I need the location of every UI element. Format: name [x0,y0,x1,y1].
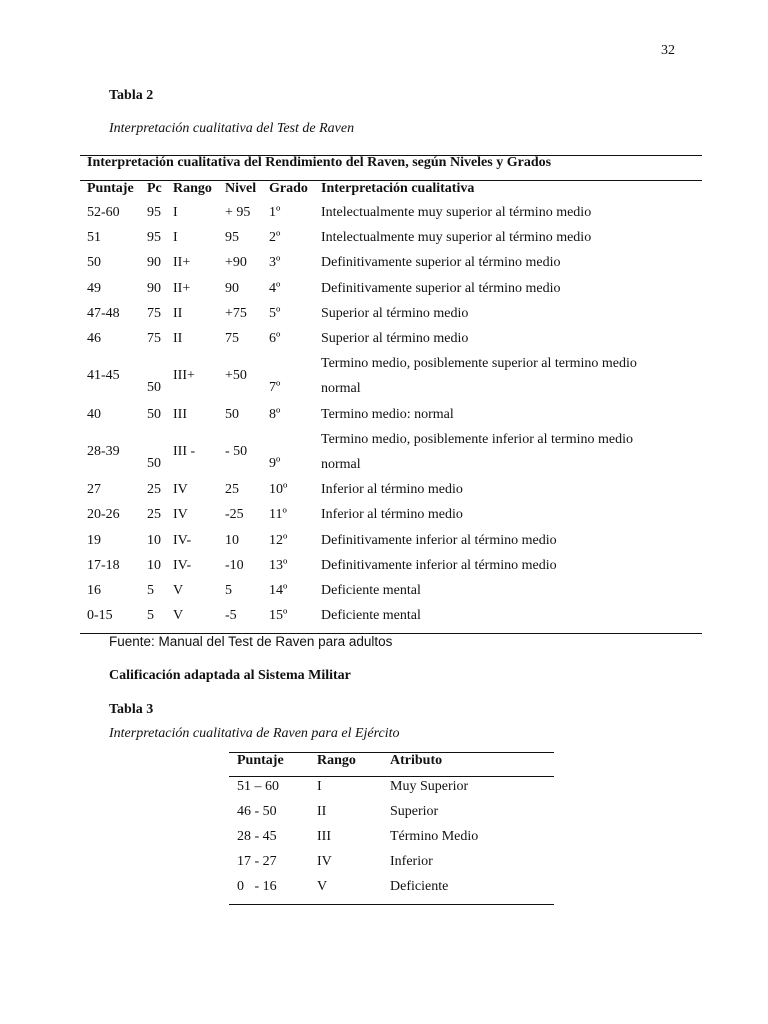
cell-pc: 50 [147,380,161,396]
cell-grado: 8º [269,406,281,422]
cell-rango: I [173,205,178,220]
t3-cell-rango: V [317,879,328,894]
cell-nivel: + 95 [225,205,251,220]
t3-cell-rango: I [317,779,322,794]
cell-puntaje: 28-39 [87,443,120,459]
cell-rango: V [173,583,184,598]
t3-cell-puntaje: 17 - 27 [237,854,277,869]
cell-grado: 13º [269,557,288,573]
table-row [0,583,768,608]
header-grado: Grado [269,181,308,196]
cell-rango: III [173,406,187,422]
cell-interpretacion: Superior al término medio [321,305,469,321]
table-row [0,829,768,854]
cell-grado: 14º [269,583,288,598]
header-pc: Pc [147,181,162,196]
cell-pc: 95 [147,230,161,246]
cell-pc: 5 [147,608,154,624]
cell-puntaje: 41-45 [87,368,120,384]
cell-pc: 95 [147,205,161,220]
cell-nivel: -25 [225,507,244,523]
cell-puntaje: 17-18 [87,557,120,573]
table-row [0,558,768,583]
cell-interpretacion: Definitivamente superior al término medio [321,255,561,271]
cell-grado: 11º [269,507,287,523]
table-row [0,432,768,482]
cell-interpretacion: Inferior al término medio [321,507,463,523]
cell-interpretacion: Superior al término medio [321,331,469,346]
cell-nivel: - 50 [225,443,248,459]
cell-grado: 3º [269,255,281,271]
table-row [0,205,768,230]
t3-cell-atributo: Término Medio [390,829,479,844]
cell-grado: 7º [269,380,281,396]
table-2-label: Tabla 2 [109,88,154,103]
cell-rango: IV [173,507,188,523]
header-puntaje: Puntaje [87,181,134,196]
t3-cell-atributo: Muy Superior [390,779,469,794]
cell-pc: 90 [147,255,161,271]
cell-interpretacion: Definitivamente superior al término medio [321,280,561,296]
cell-puntaje: 50 [87,255,101,271]
table-2-caption: Interpretación cualitativa del Test de Raven [109,121,355,136]
table-row [0,854,768,879]
cell-rango: IV [173,482,188,498]
cell-grado: 12º [269,532,288,548]
cell-interpretacion-cont: normal [321,456,361,472]
cell-nivel: 75 [225,331,239,346]
cell-nivel: +90 [225,255,247,271]
table-row [0,608,768,633]
cell-pc: 10 [147,557,161,573]
cell-puntaje: 16 [87,583,101,598]
calificacion-heading: Calificación adaptada al Sistema Militar [109,668,351,683]
t3-cell-puntaje: 46 - 50 [237,804,277,819]
cell-puntaje: 51 [87,230,101,246]
table-2-heading: Interpretación cualitativa del Rendimiento del Raven, según Niveles y Grados [87,155,552,170]
table-row [0,507,768,532]
cell-nivel: 10 [225,532,239,548]
cell-grado: 1º [269,205,281,220]
cell-pc: 50 [147,455,161,471]
t3-cell-rango: III [317,829,331,844]
t3-cell-rango: IV [317,854,332,869]
table-row [0,306,768,331]
header-interpretacion: Interpretación cualitativa [321,181,475,196]
cell-nivel: -5 [225,608,237,624]
table-row [0,804,768,829]
table-row [0,230,768,255]
cell-grado: 15º [269,608,288,624]
cell-rango: II [173,331,183,346]
cell-nivel: 25 [225,482,239,498]
cell-puntaje: 20-26 [87,507,120,523]
cell-interpretacion: Definitivamente inferior al término medio [321,532,557,548]
page-number: 32 [661,43,675,58]
table-row [0,281,768,306]
cell-pc: 5 [147,583,154,598]
cell-grado: 10º [269,482,288,498]
cell-nivel: -10 [225,557,244,573]
cell-puntaje: 27 [87,482,101,498]
cell-grado: 6º [269,331,281,346]
t3-cell-atributo: Superior [390,804,439,819]
cell-interpretacion: Termino medio, posiblemente superior al termino medio [321,356,637,372]
cell-puntaje: 19 [87,532,101,548]
t3-header-puntaje: Puntaje [237,753,284,768]
cell-rango: II+ [173,255,191,271]
table-2-header-row [0,181,768,206]
cell-puntaje: 52-60 [87,205,120,220]
t3-header-atributo: Atributo [390,753,443,768]
cell-nivel: 95 [225,230,239,246]
table-3-header-row [0,753,768,778]
cell-grado: 5º [269,305,281,321]
cell-pc: 75 [147,305,161,321]
t3-cell-rango: II [317,804,327,819]
cell-interpretacion-cont: normal [321,381,361,397]
cell-nivel: 90 [225,280,239,296]
table-3-bottom-rule [229,904,554,905]
cell-pc: 25 [147,482,161,498]
cell-rango: IV- [173,557,192,573]
cell-nivel: 5 [225,583,232,598]
cell-puntaje: 46 [87,331,101,346]
table-row [0,779,768,804]
cell-interpretacion: Inferior al término medio [321,482,463,498]
cell-interpretacion: Deficiente mental [321,583,421,598]
cell-interpretacion: Intelectualmente muy superior al término medio [321,230,592,246]
cell-pc: 90 [147,280,161,296]
cell-grado: 4º [269,280,281,296]
table-row [0,407,768,432]
cell-pc: 25 [147,507,161,523]
cell-nivel: +75 [225,305,247,321]
cell-grado: 9º [269,455,281,471]
cell-puntaje: 47-48 [87,305,120,321]
cell-interpretacion: Termino medio, posiblemente inferior al termino medio [321,431,633,447]
t3-cell-puntaje: 0 - 16 [237,879,277,894]
header-nivel: Nivel [225,181,257,196]
cell-rango: III - [173,443,196,459]
table-row [0,255,768,280]
cell-pc: 50 [147,406,161,422]
cell-puntaje: 0-15 [87,608,113,624]
table-row [0,533,768,558]
cell-pc: 10 [147,532,161,548]
cell-pc: 75 [147,331,161,346]
cell-nivel: +50 [225,368,247,384]
table-2-source: Fuente: Manual del Test de Raven para adultos [109,634,393,649]
t3-header-rango: Rango [317,753,356,768]
cell-rango: I [173,230,178,246]
table-row [0,482,768,507]
cell-puntaje: 40 [87,406,101,422]
cell-interpretacion: Deficiente mental [321,608,421,624]
cell-rango: V [173,608,184,624]
cell-nivel: 50 [225,406,239,422]
cell-grado: 2º [269,230,281,246]
t3-cell-puntaje: 28 - 45 [237,829,277,844]
cell-interpretacion: Definitivamente inferior al término medio [321,557,557,573]
header-rango: Rango [173,181,212,196]
cell-rango: IV- [173,532,192,548]
table-3-header-rule [229,776,554,777]
t3-cell-atributo: Inferior [390,854,433,869]
table-row [0,331,768,356]
cell-puntaje: 49 [87,280,101,296]
table-row [0,356,768,406]
table-3-label: Tabla 3 [109,702,154,717]
t3-cell-atributo: Deficiente [390,879,449,894]
cell-rango: III+ [173,368,195,384]
cell-interpretacion: Termino medio: normal [321,406,454,422]
table-3-caption: Interpretación cualitativa de Raven para el Ejército [109,726,400,741]
t3-cell-puntaje: 51 – 60 [237,779,279,794]
table-row [0,879,768,904]
cell-rango: II+ [173,280,191,296]
cell-interpretacion: Intelectualmente muy superior al término medio [321,205,592,220]
cell-rango: II [173,305,183,321]
